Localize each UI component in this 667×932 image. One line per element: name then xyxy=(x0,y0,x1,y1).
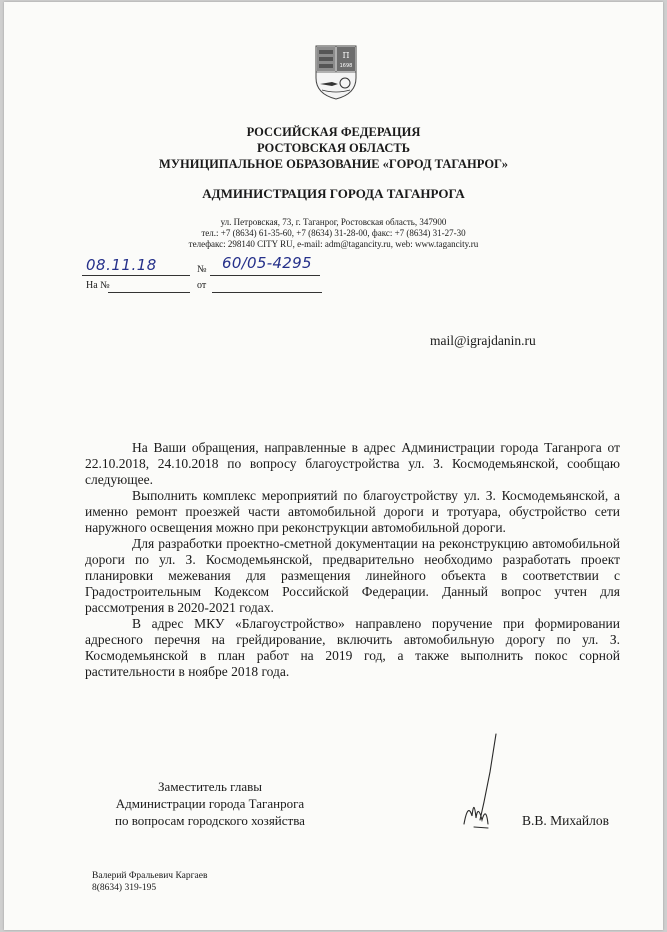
country-title: РОССИЙСКАЯ ФЕДЕРАЦИЯ xyxy=(246,125,421,139)
handwritten-signature-icon xyxy=(444,732,514,832)
recipient-email: mail@igrajdanin.ru xyxy=(430,333,536,348)
number-label: № xyxy=(197,264,207,275)
executor-phone: 8(8634) 319-195 xyxy=(92,883,157,893)
registration-date: 08.11.18 xyxy=(86,256,157,274)
from-label: от xyxy=(197,280,207,291)
municipality-title: МУНИЦИПАЛЬНОЕ ОБРАЗОВАНИЕ «ГОРОД ТАГАНРОГ» xyxy=(159,157,508,171)
letter-page xyxy=(4,2,663,930)
position-line: Заместитель главы xyxy=(158,779,262,794)
administration-title: АДМИНИСТРАЦИЯ ГОРОДА ТАГАНРОГА xyxy=(202,186,465,201)
date-underline xyxy=(82,275,190,276)
reference-underline xyxy=(108,292,190,293)
position-line: по вопросам городского хозяйства xyxy=(115,813,305,828)
crest-year: 1698 xyxy=(339,63,353,69)
svg-text:П: П xyxy=(342,51,350,60)
phone-line: тел.: +7 (8634) 61-35-60, +7 (8634) 31-28-00, факс: +7 (8634) 31-27-30 xyxy=(201,228,466,238)
taganrog-coat-of-arms-icon xyxy=(314,44,358,100)
body-paragraph: В адрес МКУ «Благоустройство» направлено поручение при формировании адресного перечня на грейдирование, включить автомобильную дорогу по ул. З. Космодемьянской в план работ на 2019 год, а также выполнить покос сорной растительности в ноябре 2018 года. xyxy=(85,616,620,679)
from-underline xyxy=(212,292,322,293)
region-title: РОСТОВСКАЯ ОБЛАСТЬ xyxy=(257,141,410,155)
signatory-name: В.В. Михайлов xyxy=(522,813,610,828)
body-paragraph: На Ваши обращения, направленные в адрес Администрации города Таганрога от 22.10.2018, 24.10.2018 по вопросу благоустройства ул. З. Космодемьянской, сообщаю следующее. xyxy=(85,440,620,487)
letterhead xyxy=(4,124,663,172)
address-line: ул. Петровская, 73, г. Таганрог, Ростовская область, 347900 xyxy=(220,217,447,227)
registration-number: 60/05-4295 xyxy=(222,254,312,272)
executor-name: Валерий Фральевич Каргаев xyxy=(92,871,208,881)
letter-body xyxy=(85,440,620,680)
signatory-position xyxy=(90,778,330,829)
contact-line: телефакс: 298140 CITY RU, e-mail: adm@tagancity.ru, web: www.tagancity.ru xyxy=(188,239,479,249)
position-line: Администрации города Таганрога xyxy=(115,796,305,811)
number-underline xyxy=(210,275,320,276)
body-paragraph: Для разработки проектно-сметной документации на реконструкцию автомобильной дороги по ул. З. Космодемьянской, предварительно необходимо разработать проект планировки межевания для размещения линейного объекта в соответствии с Градостроительным Кодексом Российской Федерации. Данный вопрос учтен для рассмотрения в 2020-2021 годах. xyxy=(85,536,620,615)
reference-label: На № xyxy=(86,280,110,291)
body-paragraph: Выполнить комплекс мероприятий по благоустройству ул. З. Космодемьянской, а именно ремонт проезжей части автомобильной дороги и тротуара, обустройство сети наружного освещения можно при реконструкции автомобильной дороги. xyxy=(85,488,620,535)
